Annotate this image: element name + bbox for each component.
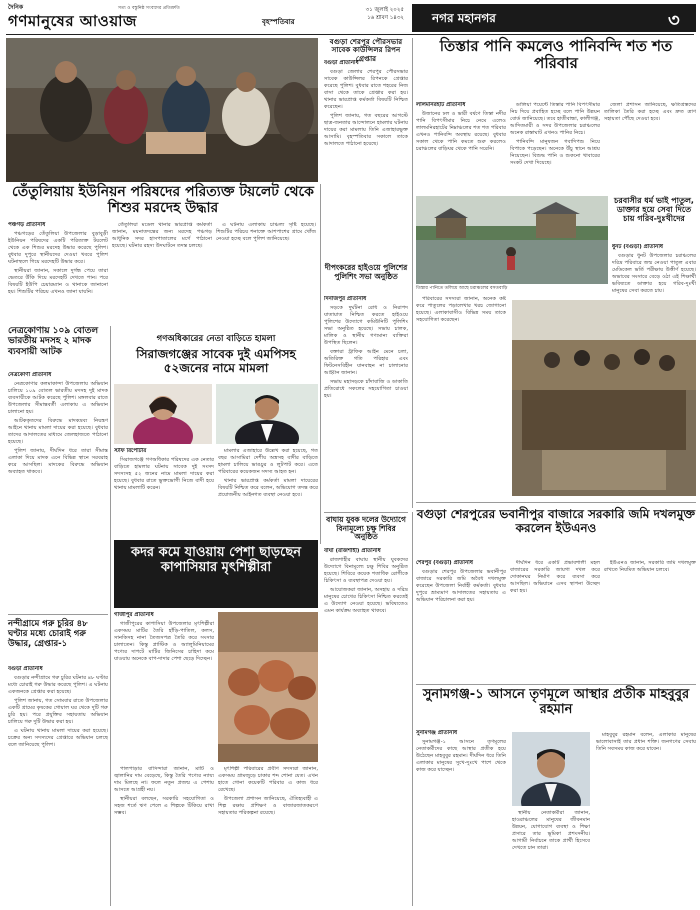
teesta-col-2 xyxy=(510,102,600,192)
tentulia-col-1 xyxy=(8,222,108,318)
bhabanipur-col-1 xyxy=(416,560,506,680)
dhunat-body xyxy=(612,244,696,294)
eye-camp-body xyxy=(324,548,408,904)
mahbubur-rahman-portrait xyxy=(512,732,590,806)
date-bangla: ১৬ শ্রাবণ ১৪৩২ xyxy=(367,15,404,21)
column-rule xyxy=(110,326,111,906)
sirajganj-photo-woman xyxy=(114,384,212,444)
nandigram-headline: নন্দীগ্রামে গরু চুরির ৪৮ ঘণ্টার মধ্যে চোরাই গরু উদ্ধার, গ্রেপ্তার-১ xyxy=(8,619,88,649)
sherpur-councillor-body xyxy=(324,60,408,180)
netrokona-body xyxy=(8,372,108,612)
masthead-prefix: দৈনিক xyxy=(8,4,24,11)
eye-camp-byline: বাঘা (রাজশাহী) প্রতিনিধি xyxy=(324,548,381,554)
paragraph: স্থানীয়রা জানান, সকালে দুর্গন্ধ পেয়ে তারা ভেতরে উঁকি দিয়ে মরদেহটি দেখতে পান। পরে বিষয়টি ইউপি চেয়ারম্যান ও থানাকে জানানো হয়। শিশুটির পরিচয় এখনও জানা যায়নি। xyxy=(8,268,108,295)
dhunat-byline: ধুনট (বগুড়া) প্রতিনিধি xyxy=(612,244,663,250)
paragraph: উপজেলা প্রশাসন জানিয়েছে, ঐতিহ্যবাহী এ শিল্প রক্ষায় প্রশিক্ষণ ও বাজারজাতকরণে সহায়তার পরিকল্পনা রয়েছে। xyxy=(218,796,318,816)
paragraph: রাজশাহীর বাঘায় স্থানীয় যুবকদের উদ্যোগে বিনামূল্যে চক্ষু শিবির অনুষ্ঠিত হয়েছে। শিবিরে কয়েক শতাধিক রোগীকে চিকিৎসা ও ব্যবস্থাপত্র দেওয়া হয়। xyxy=(324,557,408,584)
paragraph: ইউএনও জানান, সরকারি জমি দখলমুক্ত রাখতে নিয়মিত অভিযান চলবে। xyxy=(604,560,696,573)
masthead-date xyxy=(356,6,404,22)
sunamganj-col-1 xyxy=(416,730,506,904)
tentulia-col-3 xyxy=(216,222,316,318)
paragraph: পঞ্চগড়ের তেঁতুলিয়া উপজেলার বুড়াবুড়ী ইউনিয়ন পরিষদের একটি পরিত্যক্ত টয়লেট থেকে এক শিশুর মরদেহ উদ্ধার করেছে পুলিশ। বুধবার দুপুরে স্থানীয়দের দেওয়া খবরে পুলিশ ঘটনাস্থলে গিয়ে মরদেহটি উদ্ধার করে। xyxy=(8,231,108,265)
sirajganj-byline: স্টাফ রিপোর্টার xyxy=(114,448,147,454)
sirajganj-headline: সিরাজগঞ্জের সাবেক দুই এমপিসহ ৫২জনের নামে মামলা xyxy=(136,347,296,375)
column-rule xyxy=(320,184,321,544)
paragraph: বগুড়ার শেরপুর উপজেলার ভবানীপুর বাজারে সরকারি জমি অবৈধ দখলমুক্ত করেছেন উপজেলা নির্বাহী কর্মকর্তা। বুধবার দুপুরে ভ্রাম্যমাণ আদালতের সহায়তায় এ অভিযান পরিচালনা করা হয়। xyxy=(416,569,506,603)
paragraph: উজানের ঢল ও ভারী বর্ষণে তিস্তা নদীর পানি বিপৎসীমার নিচে নেমে এলেও লালমনিরহাটের নিম্নাঞ্চলের শত শত পরিবার এখনও পানিবন্দি অবস্থায় রয়েছে। বুধবার সকাল থেকে পানি কমতে শুরু করলেও চরাঞ্চলের বাড়িঘর থেকে পানি সরেনি। xyxy=(416,111,506,152)
paragraph: সুনামগঞ্জ-১ আসনে তৃণমূলের নেতাকর্মীদের কাছে আস্থার প্রতীক হয়ে উঠেছেন মাহবুবুর রহমান। দীর্ঘদিন ধরে তিনি এলাকার মানুষের সুখে-দুঃখে পাশে থেকে কাজ করে যাচ্ছেন। xyxy=(416,739,506,773)
kapasia-col-1 xyxy=(114,612,214,762)
bhabanipur-byline: শেরপুর (বগুড়া) প্রতিনিধি xyxy=(416,560,473,566)
column-rule xyxy=(412,38,413,508)
paragraph: পুলিশ জানায়, গত বছরের আগস্টে ছাত্র-জনতার আন্দোলনে হামলার ঘটনায় দায়ের করা মামলায় তিনি এজাহারভুক্ত আসামি। বৃহস্পতিবার সকালে তাকে আদালতে পাঠানো হয়েছে। xyxy=(324,113,408,147)
paragraph: স্থানীয়রা বলছেন, সরকারি সহযোগিতা ও সহজ শর্তে ঋণ পেলে এ শিল্পকে টিকিয়ে রাখা সম্ভব। xyxy=(114,796,214,816)
paragraph: সিরাজগঞ্জে গণঅধিকার পরিষদের এক নেতার বাড়িতে হামলার ঘটনায় সাবেক দুই সংসদ সদস্যসহ ৫২ জনের নামে মামলা দায়ের করা হয়েছে। বুধবার রাতে ভুক্তভোগী নিজে বাদী হয়ে থানায় মামলাটি করেন। xyxy=(114,457,214,491)
paragraph: নেত্রকোণার কলমাকান্দা উপজেলায় অভিযান চালিয়ে ১০৯ বোতল ভারতীয় মদসহ দুই মাদক ব্যবসায়ীকে আটক করেছে পুলিশ। মঙ্গলবার রাতে উপজেলার সীমান্তবর্তী এলাকায় এ অভিযান চালানো হয়। xyxy=(8,381,108,415)
section-rule xyxy=(8,614,108,615)
sherpur-councillor-headline: বগুড়া শেরপুর পৌরসভার সাবেক কাউন্সিলর রিপন গ্রেপ্তার xyxy=(329,37,403,63)
bhabanipur-col-3 xyxy=(604,560,696,680)
paragraph: দীর্ঘদিন ধরে একটি প্রভাবশালী মহল বাজারের সরকারি জায়গা দখল করে দোকানঘর নির্মাণ করে ব্যবসা করে আসছিল। অভিযানে এসব স্থাপনা উচ্ছেদ করা হয়। xyxy=(510,560,600,594)
date-gregorian: ৩১ জুলাই ২০২৫ xyxy=(365,7,404,13)
teesta-col-3 xyxy=(604,102,696,192)
sirajganj-kicker: গণঅধিকারের নেতা বাড়িতে হামলা xyxy=(156,334,276,344)
paragraph: পুলিশ জানায়, গত সোমবার রাতে উপজেলার একটি গ্রামের কৃষকের গোয়াল ঘর থেকে দুটি গরু চুরি হয়। পরে প্রযুক্তির সহায়তায় অভিযান চালিয়ে গরু দুটি উদ্ধার করা হয়। xyxy=(8,698,108,725)
teesta-photo-caption: তিস্তার পানিতে তলিয়ে আছে চরাঞ্চলের বসতবাড়ি xyxy=(416,286,508,291)
section-rule xyxy=(324,512,408,513)
sunamganj-headline: সুনামগঞ্জ-১ আসনে তৃণমূলে আস্থার প্রতীক মাহবুবুর রহমান xyxy=(422,687,690,717)
sunamganj-col-3 xyxy=(596,732,696,904)
nandigram-byline: বগুড়া প্রতিনিধি xyxy=(8,666,43,672)
dhunat-headline: চরবাসীর ধর্ম ভাই পাতুল, ডাক্তার হয়ে সেবা দিতে চায় গরিব-দুঃখীদের xyxy=(614,196,694,224)
netrokona-byline: নেত্রকোণা প্রতিনিধি xyxy=(8,372,52,378)
paragraph: তেঁতুলিয়া মডেল থানার ভারপ্রাপ্ত কর্মকর্তা জানান, ময়নাতদন্তের জন্য মরদেহ পঞ্চগড় আধুনিক সদর হাসপাতালের মর্গে পাঠানো হয়েছে। ঘটনার রহস্য উদঘাটনে তদন্ত চলছে। xyxy=(112,222,212,249)
masthead-rule xyxy=(6,34,694,35)
paragraph: এ ঘটনায় এলাকায় চাঞ্চল্য সৃষ্টি হয়েছে। শিশুটির পরিচয় শনাক্তে আশপাশের গ্রামে খোঁজ নেওয়া হচ্ছে বলে পুলিশ জানিয়েছে। xyxy=(216,222,316,242)
sherpur-councillor-byline: বগুড়া প্রতিনিধি xyxy=(324,60,359,66)
column-rule xyxy=(412,512,413,906)
newspaper-title: গণমানুষের আওয়াজ xyxy=(8,12,137,30)
teesta-headline: তিস্তার পানি কমলেও পানিবন্দি শত শত পরিবার xyxy=(439,37,673,73)
section-rule xyxy=(416,502,696,503)
highway-police-headline: দীপংকরের হাইওয়ে পুলিশের পুলিশিং সভা অনুষ্ঠিত xyxy=(324,263,408,281)
teesta-flood-photo xyxy=(416,196,608,284)
paragraph: মৃৎশিল্পী পরিবারের প্রবীণ সদস্যরা জানান, একসময় গ্রামজুড়ে চাকার শব্দ শোনা যেত। এখন হাতে গোনা কয়েকটি পরিবার এ কাজ ধরে রেখেছে। xyxy=(218,766,318,793)
paragraph: স্থানীয় নেতাকর্মীরা জানান, হাওরাঞ্চলের মানুষের জীবনমান উন্নয়ন, যোগাযোগ ব্যবস্থা ও শিক্ষা প্রসারে তার ভূমিকা প্রশংসনীয়। আগামী নির্বাচনে তাকে প্রার্থী হিসেবে দেখতে চান তারা। xyxy=(512,810,590,851)
page-number: ৩ xyxy=(668,10,680,31)
masthead-day: বৃহস্পতিবার xyxy=(262,18,295,26)
paragraph: পরিবারের সদস্যরা জানান, অনেক কষ্ট করে পাতুলের পড়ালেখার খরচ জোগানো হয়েছে। এলাকাবাসীও বিভিন্ন সময় তাকে সহযোগিতা করেছেন। xyxy=(416,296,506,323)
kapasia-byline: গাজীপুর প্রতিনিধি xyxy=(114,612,154,618)
sunamganj-col-2 xyxy=(512,810,590,904)
paragraph: বগুড়ার ধুনট উপজেলার চরাঞ্চলের দরিদ্র পরিবারে জন্ম নেওয়া পাতুল এবার মেডিকেল ভর্তি পরীক্ষায় উত্তীর্ণ হয়েছে। অভাবের সংসারে বেড়ে ওঠা এই শিক্ষার্থী ভবিষ্যতে ডাক্তার হয়ে গরিব-দুঃখী মানুষের সেবা করতে চায়। xyxy=(612,253,696,294)
paragraph: ডালিয়া পয়েন্টে তিস্তার পানি বিপৎসীমার নিচ দিয়ে প্রবাহিত হচ্ছে বলে পানি উন্নয়ন বোর্ড জানিয়েছে। তবে হাতীবান্ধা, কালীগঞ্জ, আদিতমারী ও সদর উপজেলার চরাঞ্চলের অনেক রাস্তাঘাট এখনও পানির নিচে। xyxy=(510,102,600,136)
paragraph: সভায় মহাসড়কে চাঁদাবাজি ও ডাকাতি প্রতিরোধে সকলের সহযোগিতা চাওয়া হয়। xyxy=(324,379,408,399)
teesta-byline: লালমনিরহাট প্রতিনিধি xyxy=(416,102,466,108)
paragraph: বগুড়ার নন্দীগ্রামে গরু চুরির ঘটনার ৪৮ ঘণ্টার মধ্যে চোরাই গরু উদ্ধার করেছে পুলিশ। এ ঘটনায় একজনকে গ্রেপ্তার করা হয়েছে। xyxy=(8,675,108,695)
paragraph: এ ঘটনায় থানায় মামলা দায়ের করা হয়েছে। চক্রের অন্য সদস্যদের গ্রেপ্তারে অভিযান চলছে বলে জানিয়েছে পুলিশ। xyxy=(8,728,108,748)
bhabanipur-col-2 xyxy=(510,560,600,680)
masthead-tagline: সত্য ও বস্তুনিষ্ঠ সংবাদের প্রতিশ্রুতি xyxy=(118,6,180,11)
tentulia-byline: পঞ্চগড় প্রতিনিধি xyxy=(8,222,46,228)
paragraph: বক্তারা ট্রাফিক আইন মেনে চলা, অতিরিক্ত গতি পরিহার এবং ফিটনেসবিহীন যানবাহন না চালানোর আহ্বান জানান। xyxy=(324,349,408,376)
tentulia-photo xyxy=(6,38,318,182)
paragraph: বগুড়া জেলার শেরপুর পৌরসভার সাবেক কাউন্সিলর রিপনকে গ্রেপ্তার করেছে পুলিশ। বুধবার রাতে শহরের নিজ বাসা থেকে তাকে গ্রেপ্তার করা হয়। থানার ভারপ্রাপ্ত কর্মকর্তা বিষয়টি নিশ্চিত করেছেন। xyxy=(324,69,408,110)
kapasia-col-3 xyxy=(218,766,318,906)
sirajganj-col-1 xyxy=(114,448,214,536)
paragraph: আটককৃতদের বিরুদ্ধে মাদকদ্রব্য নিয়ন্ত্রণ আইনে থানায় মামলা দায়ের করা হয়েছে। বুধবার তাদের আদালতের মাধ্যমে জেলহাজতে পাঠানো হয়েছে। xyxy=(8,418,108,445)
paragraph: জেলা প্রশাসন জানিয়েছে, ক্ষতিগ্রস্তদের তালিকা তৈরি করা হচ্ছে এবং দ্রুত ত্রাণ সহায়তা পৌঁছে দেওয়া হবে। xyxy=(604,102,696,122)
paragraph: পানিবন্দি মানুষজন গবাদিপশু নিয়ে বিপাকে পড়েছেন। অনেকে উঁচু স্থানে আশ্রয় নিয়েছেন। বিশুদ্ধ পানি ও শুকনো খাবারের সংকট দেখা দিয়েছে। xyxy=(510,139,600,166)
netrokona-headline: নেত্রকোণায় ১০৯ বোতল ভারতীয় মদসহ ২ মাদক ব্যবসায়ী আটক xyxy=(8,326,99,357)
bhabanipur-headline: বগুড়া শেরপুরের ভবানীপুর বাজারে সরকারি জমি দখলমুক্ত করলেন ইউএনও xyxy=(416,507,696,535)
kapasia-headline: কদর কমে যাওয়ায় পেশা ছাড়ছেন কাপাসিয়ার মৃৎশিল্পীরা xyxy=(131,545,301,575)
paragraph: মাহবুবুর রহমান বলেন, এলাকার মানুষের ভালোবাসাই তার প্রধান শক্তি। জনগণের সেবায় তিনি সবসময় কাজ করে যাবেন। xyxy=(596,732,696,752)
teesta-col-1 xyxy=(416,102,506,192)
paragraph: মামলার এজাহারে উল্লেখ করা হয়েছে, গত বছর আসামিরা দেশীয় অস্ত্রসহ বাদীর বাড়িতে হামলা চালিয়ে ভাঙচুর ও লুটপাট করে। এতে পরিবারের কয়েকজন সদস্য আহত হন। xyxy=(218,448,318,475)
pottery-photo xyxy=(218,612,318,762)
sirajganj-col-2 xyxy=(218,448,318,536)
paragraph: আয়োজকরা জানান, অসহায় ও দরিদ্র মানুষের চোখের চিকিৎসা নিশ্চিত করতেই এ উদ্যোগ নেওয়া হয়েছে। ভবিষ্যতেও এমন কার্যক্রম অব্যাহত থাকবে। xyxy=(324,587,408,614)
tentulia-headline: তেঁতুলিয়ায় ইউনিয়ন পরিষদের পরিত্যক্ত টয়লেট থেকে শিশুর মরদেহ উদ্ধার xyxy=(12,184,314,217)
paragraph: সড়কে দুর্ঘটনা রোধ ও নিরাপদ যাতায়াত নিশ্চিত করতে হাইওয়ে পুলিশের উদ্যোগে কমিউনিটি পুলিশিং সভা অনুষ্ঠিত হয়েছে। সভায় চালক, মালিক ও স্থানীয় গণ্যমান্য ব্যক্তিরা উপস্থিত ছিলেন। xyxy=(324,305,408,346)
highway-police-byline: দিনাজপুর প্রতিনিধি xyxy=(324,296,367,302)
section-rule xyxy=(416,684,696,685)
sirajganj-photo-man xyxy=(216,384,318,444)
sunamganj-byline: সুনামগঞ্জ প্রতিনিধি xyxy=(416,730,458,736)
nandigram-body xyxy=(8,666,108,906)
section-name: নগর মহানগর xyxy=(432,11,496,25)
paragraph: গাজীপুরের কাপাসিয়া উপজেলার মৃৎশিল্পীরা একসময় মাটির তৈরি হাঁড়ি-পাতিল, কলস, সানকিসহ নানা তৈজসপত্র তৈরি করে সংসার চালাতেন। কিন্তু প্লাস্টিক ও অ্যালুমিনিয়ামের পণ্যের দাপটে মাটির জিনিসের চাহিদা কমে যাওয়ায় অনেকে বাপ-দাদার পেশা ছেড়ে দিচ্ছেন। xyxy=(114,621,214,662)
kapasia-col-2 xyxy=(114,766,214,906)
paragraph: থানার ভারপ্রাপ্ত কর্মকর্তা মামলা দায়েরের বিষয়টি নিশ্চিত করে বলেন, অভিযোগ তদন্ত করে প্রয়োজনীয় আইনগত ব্যবস্থা নেওয়া হবে। xyxy=(218,478,318,498)
paragraph: পালপাড়ার বাসিন্দারা জানান, মাটি ও জ্বালানির দাম বেড়েছে, কিন্তু তৈরি পণ্যের ন্যায্য দাম মিলছে না। ফলে নতুন প্রজন্ম এ পেশায় আসতে আগ্রহী নয়। xyxy=(114,766,214,793)
tentulia-col-2 xyxy=(112,222,212,318)
paragraph: পুলিশ জানায়, দীর্ঘদিন ধরে তারা সীমান্ত এলাকা দিয়ে মাদক এনে বিভিন্ন স্থানে সরবরাহ করে আসছিল। মাদকের বিরুদ্ধে অভিযান অব্যাহত থাকবে। xyxy=(8,448,108,475)
highway-police-body xyxy=(324,296,408,508)
ferry-crowd-photo xyxy=(512,300,696,496)
eye-camp-headline: বাঘায় যুবক দলের উদ্যোগে বিনামূল্যে চক্ষু শিবির অনুষ্ঠিত xyxy=(326,515,406,542)
teesta-col-4 xyxy=(416,296,506,496)
